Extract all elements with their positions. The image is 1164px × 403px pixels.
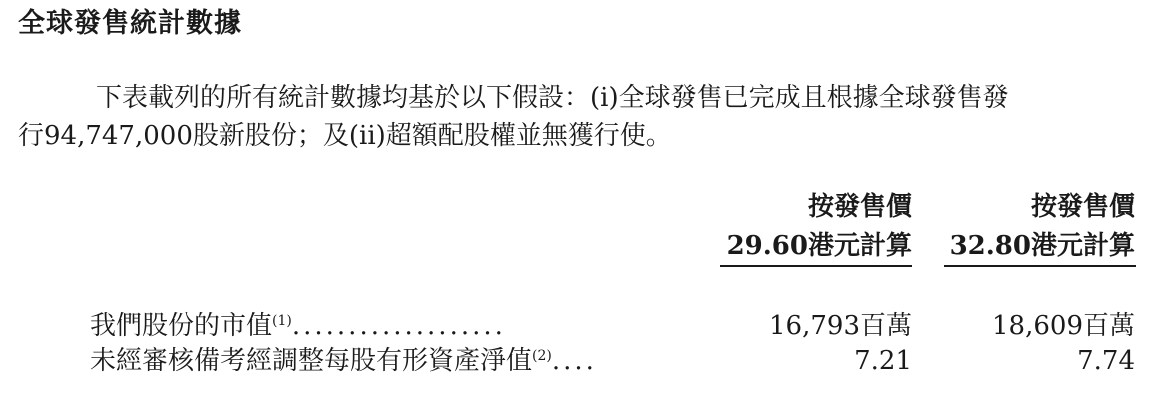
column-b-header-line1: 按發售價 (1030, 192, 1135, 222)
footnote-ref: (2) (532, 348, 552, 364)
column-b-header-line2: 32.80港元計算 (949, 231, 1135, 261)
table-row (90, 342, 597, 380)
column-a-header-line1: 按發售價 (807, 192, 912, 222)
nav-per-share-value-a: 7.21 (854, 346, 912, 376)
leader-dots: .... (551, 346, 597, 376)
market-cap-value-a: 16,793百萬 (769, 311, 912, 341)
row-label: 我們股份的市值 (90, 311, 273, 341)
paragraph-text-1: 下表載列的所有統計數據均基於以下假設：(i)全球發售已完成且根據全球發售發 (96, 83, 1009, 113)
assumption-paragraph-line-2: 行94,747,000股新股份；及(ii)超額配股權並無獲行使。 (18, 121, 672, 151)
leader-dots: ................... (291, 311, 506, 341)
column-a-header-line2: 29.60港元計算 (726, 231, 912, 261)
column-a-header-rule (720, 265, 912, 267)
table-row (90, 307, 506, 345)
section-heading: 全球發售統計數據 (18, 8, 242, 39)
footnote-ref: (1) (272, 313, 292, 329)
row-label: 未經審核備考經調整每股有形資產淨值 (90, 346, 533, 376)
column-b-header-rule (944, 265, 1136, 267)
assumption-paragraph-line-1 (18, 78, 1148, 118)
nav-per-share-value-b: 7.74 (1077, 346, 1135, 376)
market-cap-value-b: 18,609百萬 (992, 311, 1135, 341)
